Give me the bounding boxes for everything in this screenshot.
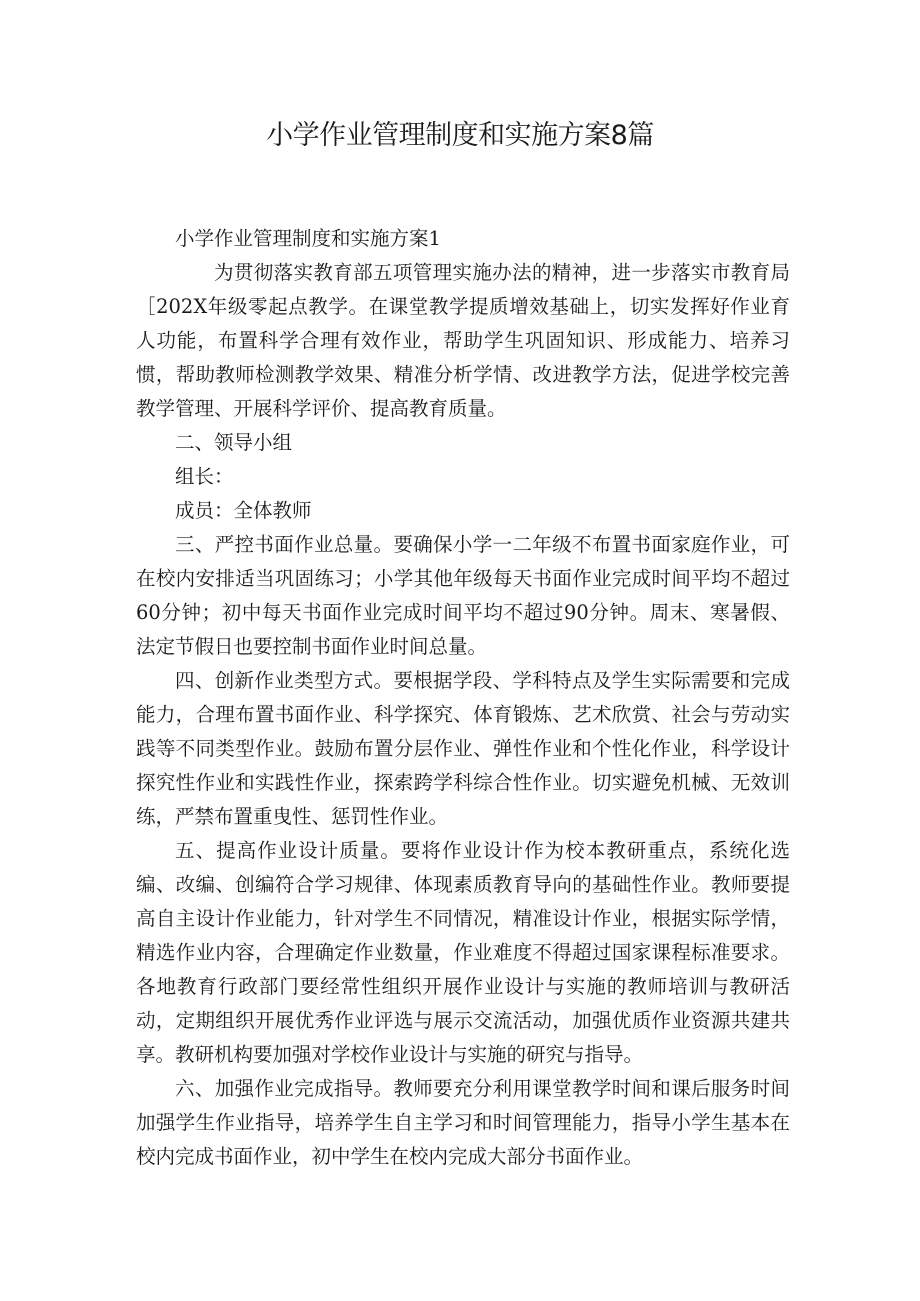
paragraph-homework-guidance: 六、加强作业完成指导。教师要充分利用课堂教学时间和课后服务时间加强学生作业指导，培养学生自主学习和时间管理能力，指导小学生基本在校内完成书面作业，初中学生在校内完成大部分书面作业。 <box>136 1077 790 1168</box>
paragraph-homework-design: 五、提高作业设计质量。要将作业设计作为校本教研重点，系统化选编、改编、创编符合学习规律、体现素质教育导向的基础性作业。教师要提高自主设计作业能力，针对学生不同情况，精准设计作业，根据实际学情，精选作业内容，合理确定作业数量，作业难度不得超过国家课程标准要求。各地教育行政部门要经常性组织开展作业设计与实施的教师培训与教研活动，定期组织开展优秀作业评选与展示交流活动，加强优质作业资源共建共享。教研机构要加强对学校作业设计与实施的研究与指导。 <box>136 839 790 1066</box>
paragraph-intro: 为贯彻落实教育部五项管理实施办法的精神，进一步落实市教育局［202X年级零起点教学。在课堂教学提质增效基础上，切实发挥好作业育人功能，布置科学合理有效作业，帮助学生巩固知识、形成能力、培养习惯，帮助教师检测教学效果、精准分析学情、改进教学方法，促进学校完善教学管理、开展科学评价、提高教育质量。 <box>136 261 790 420</box>
paragraph-leadership-heading: 二、领导小组 <box>175 431 293 454</box>
document-body <box>136 222 790 1174</box>
document-title: 小学作业管理制度和实施方案8篇 <box>266 120 654 151</box>
section-heading: 小学作业管理制度和实施方案1 <box>175 227 441 250</box>
paragraph-group-leader: 组长： <box>175 465 234 488</box>
paragraph-homework-limit: 三、严控书面作业总量。要确保小学一二年级不布置书面家庭作业，可在校内安排适当巩固练习；小学其他年级每天书面作业完成时间平均不超过60分钟；初中每天书面作业完成时间平均不超过90分钟。周末、寒暑假、法定节假日也要控制书面作业时间总量。 <box>136 533 790 658</box>
paragraph-members: 成员：全体教师 <box>175 499 312 522</box>
paragraph-homework-types: 四、创新作业类型方式。要根据学段、学科特点及学生实际需要和完成能力，合理布置书面作业、科学探究、体育锻炼、艺术欣赏、社会与劳动实践等不同类型作业。鼓励布置分层作业、弹性作业和个性化作业，科学设计探究性作业和实践性作业，探索跨学科综合性作业。切实避免机械、无效训练，严禁布置重曳性、惩罚性作业。 <box>136 669 790 828</box>
